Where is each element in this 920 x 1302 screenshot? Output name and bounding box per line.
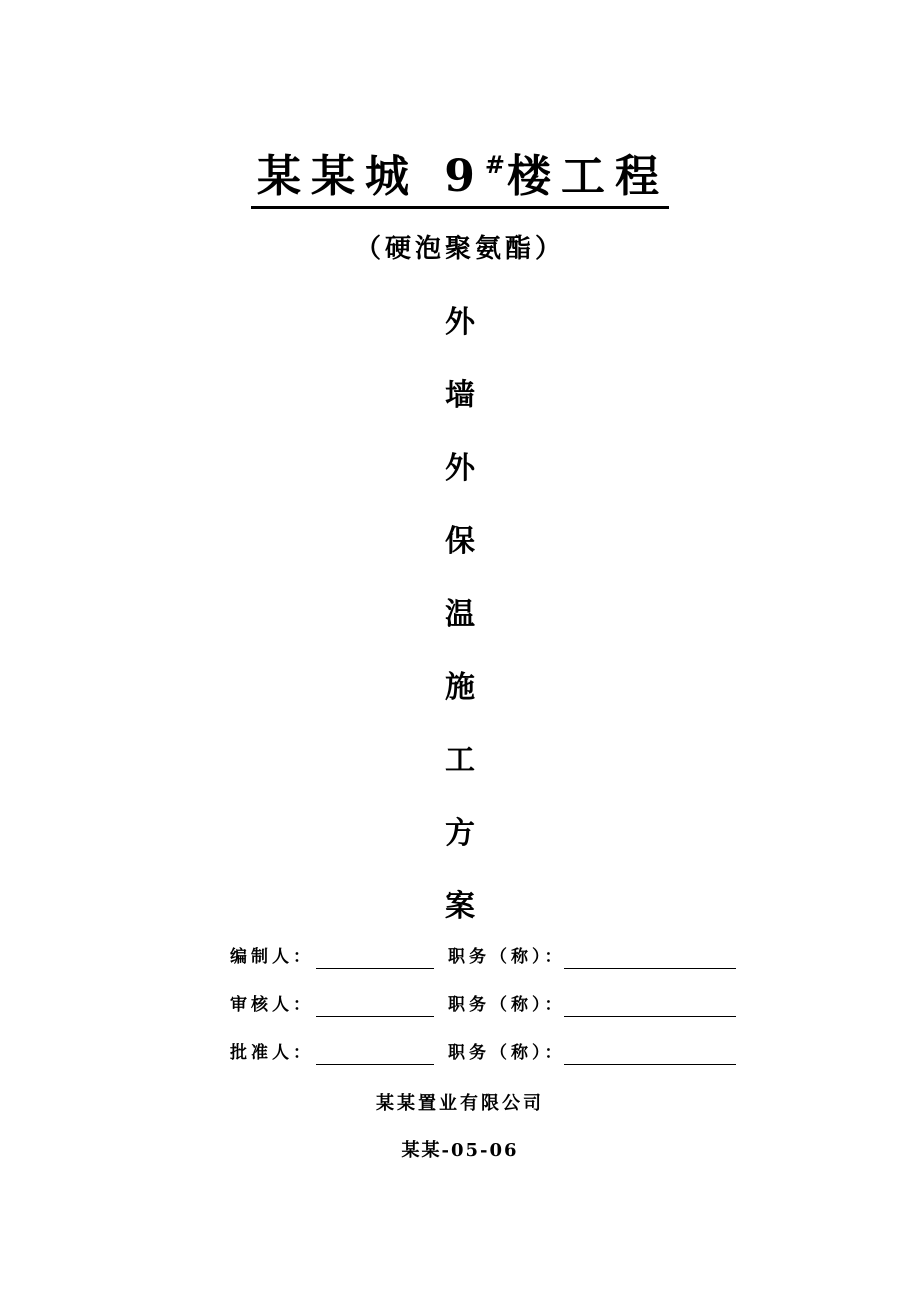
role-signature-line[interactable] [316, 1064, 434, 1065]
title-main: 某某城 9 [256, 151, 485, 202]
document-subtitle: （硬泡聚氨酯） [354, 234, 565, 264]
role-label: 审核人： [230, 995, 314, 1015]
vertical-title-char: 方 [445, 816, 475, 851]
role-label: 批准人： [230, 1043, 314, 1063]
vertical-title-char: 温 [445, 597, 475, 632]
position-signature-line[interactable] [564, 968, 736, 969]
role-signature-line[interactable] [316, 968, 434, 969]
role-label: 编制人： [230, 947, 314, 967]
vertical-title-char: 外 [445, 305, 475, 340]
position-label: 职务（称）： [448, 947, 566, 967]
vertical-title-char: 案 [445, 889, 475, 924]
title-superscript: # [484, 150, 508, 179]
position-signature-line[interactable] [564, 1064, 736, 1065]
company-name: 某某置业有限公司 [376, 1093, 544, 1114]
position-label: 职务（称）： [448, 1043, 566, 1063]
position-signature-line[interactable] [564, 1016, 736, 1017]
vertical-title-char: 外 [445, 451, 475, 486]
vertical-title-char: 保 [445, 524, 475, 559]
signature-row-reviewer [230, 992, 750, 1022]
signature-row-approver [230, 1040, 750, 1070]
title-tail: 楼工程 [507, 151, 670, 202]
title-block [0, 138, 920, 209]
role-signature-line[interactable] [316, 1016, 434, 1017]
position-label: 职务（称）： [448, 995, 566, 1015]
document-date: 某某-05-06 [401, 1140, 519, 1161]
signature-row-compiler [230, 944, 750, 974]
vertical-title-char: 工 [445, 743, 475, 778]
document-title [251, 138, 669, 209]
vertical-title-char: 墙 [445, 378, 475, 413]
vertical-title-char: 施 [445, 670, 475, 705]
